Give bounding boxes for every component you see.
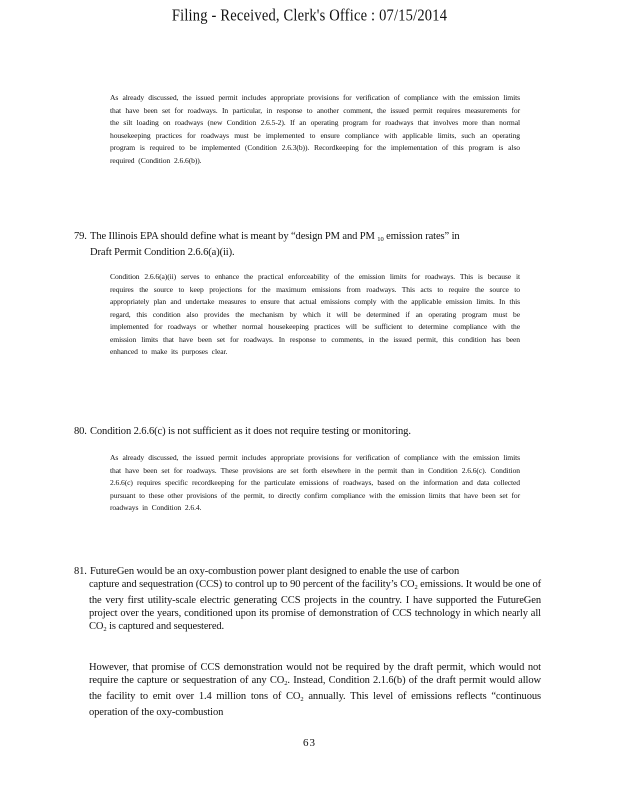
comment-text: Condition 2.6.6(c) is not sufficient as it does not require testing or monitoring. — [90, 426, 411, 437]
comment-text: annually. This level of emissions reflects “continuous operation of the oxy-combustion — [89, 691, 541, 718]
response-79: Condition 2.6.6(a)(ii) serves to enhance the practical enforceability of the emission limits for roadways. This is because it requires the source to keep projections for the maximum emissions from roadways. This acts to require the source to appropriately plan and undertake measures to ensure that actual emissions comply with the applicable emission limits. In this regard, this condition also provides the mechanism by which it will be determined if an operating program must be implemented for roadways or whether normal housekeeping practices will be sufficient to determine compliance with the emission limits that have been set for roadways. In response to comments, in the issued permit, this condition has been enhanced to make its purposes clear. — [110, 272, 520, 356]
comment-79 — [74, 230, 534, 259]
comment-text: FutureGen would be an oxy-combustion power plant designed to enable the use of carbon — [90, 566, 460, 577]
comment-81-paragraph-2 — [89, 661, 541, 719]
comment-text: Draft Permit Condition 2.6.6(a)(ii). — [90, 247, 235, 258]
subscript: 2 — [284, 680, 288, 687]
comment-number: 80. — [74, 426, 87, 437]
comment-number: 81. — [74, 566, 87, 577]
comment-81-paragraph-1 — [89, 578, 541, 636]
comment-text: is captured and sequestered. — [109, 621, 225, 632]
filing-header: Filing - Received, Clerk's Office : 07/15/2014 — [171, 6, 448, 26]
subscript: 2 — [300, 696, 304, 703]
response-78: As already discussed, the issued permit includes appropriate provisions for verification of compliance with the emission limits that have been set for roadways. In particular, in response to another comment, the issued permit requires measurements for the silt loading on roadways (new Condition 2.6.5-2). If an operating program for roadways that involves more than normal housekeeping practices for roadways must be implemented to ensure compliance with applicable limits, such an operating program is required to be implemented (Condition 2.6.3(b)). Recordkeeping for the implementation of this program is also required (Condition 2.6.6(b)). — [110, 93, 520, 165]
comment-text: . Instead, Condition 2.1.6(b) of the draft permit would allow the facility to emit over 1.4 million tons of CO — [89, 675, 541, 702]
comment-text: emission rates” in — [386, 231, 460, 242]
response-80: As already discussed, the issued permit includes appropriate provisions for verification of compliance with the emission limits that have been set for roadways. These provisions are set forth elsewhere in the permit than in Condition 2.6.6(c). Condition 2.6.6(c) requires specific recordkeeping for the particulate emissions of roadways, based on the information and data collected pursuant to these other provisions of the permit, to directly confirm compliance with the emission limits that have been set for roadways in Condition 2.6.4. — [110, 453, 520, 512]
comment-text: capture and sequestration (CCS) to control up to 90 percent of the facility’s CO — [89, 579, 415, 590]
comment-80 — [74, 425, 534, 438]
comment-number: 79. — [74, 231, 87, 242]
subscript: 2 — [414, 584, 418, 591]
subscript: 2 — [103, 626, 107, 633]
comment-text: The Illinois EPA should define what is meant by “design PM and PM — [90, 231, 375, 242]
page-number: 63 — [303, 737, 316, 749]
comment-text: emissions. It would be one of the very first utility-scale electric generating CCS projects in the country. I have supported the FutureGen project over the years, conditioned upon its promise of demonstration of CCS technology in which nearly all CO — [89, 579, 541, 632]
comment-text: However, that promise of CCS demonstration would not be required by the draft permit, which would not require the capture or sequestration of any CO — [89, 662, 541, 686]
comment-81-number-row — [74, 565, 534, 578]
subscript: 10 — [377, 236, 384, 243]
